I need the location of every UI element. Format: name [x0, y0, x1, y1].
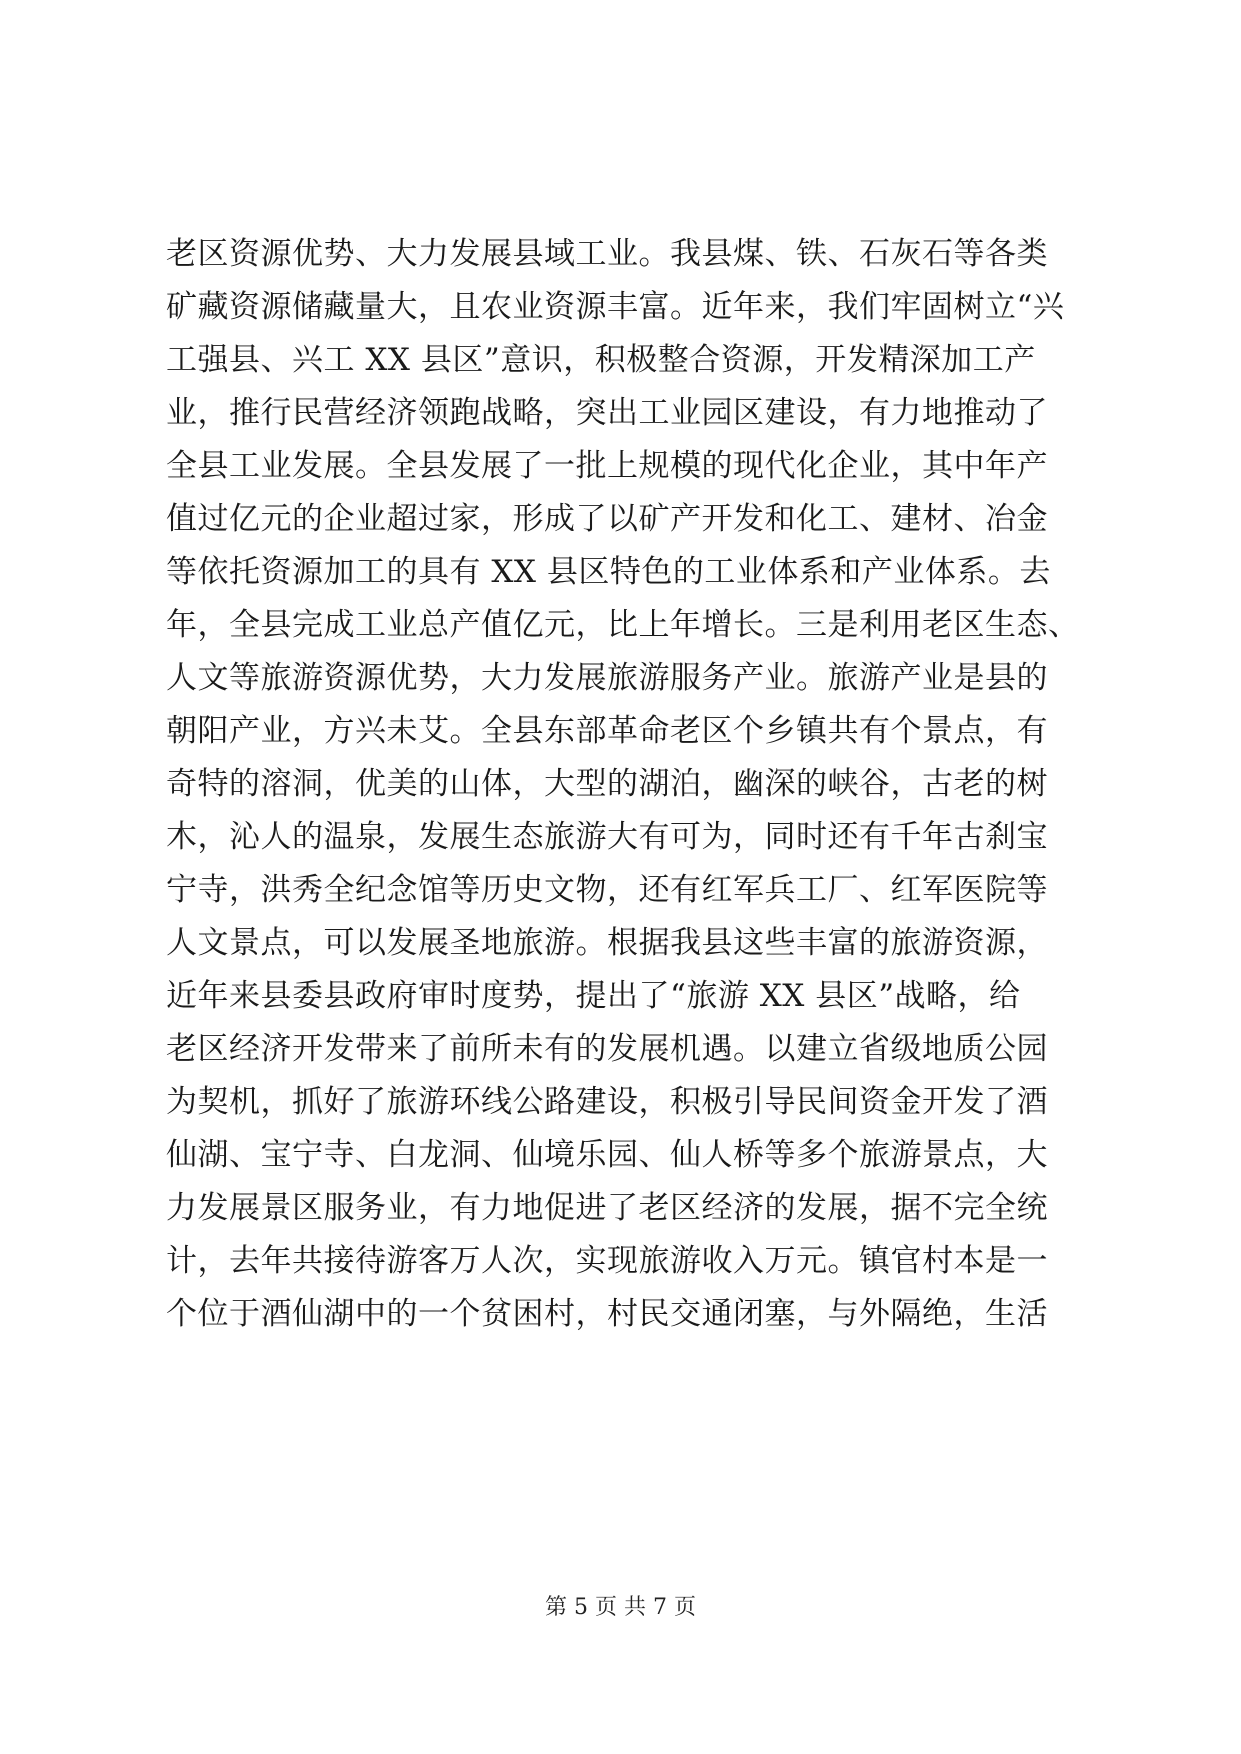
text-line: 朝阳产业，方兴未艾。全县东部革命老区个乡镇共有个景点，有: [166, 713, 1048, 749]
text-line: 工强县、兴工 XX 县区”意识，积极整合资源，开发精深加工产: [166, 342, 1036, 378]
body-text: [166, 228, 1106, 1341]
text-line: 全县工业发展。全县发展了一批上规模的现代化企业，其中年产: [166, 448, 1048, 484]
text-line: 老区资源优势、大力发展县域工业。我县煤、铁、石灰石等各类: [166, 236, 1048, 272]
text-line: 年，全县完成工业总产值亿元，比上年增长。三是利用老区生态、: [166, 607, 1080, 643]
text-line: 奇特的溶洞，优美的山体，大型的湖泊，幽深的峡谷，古老的树: [166, 766, 1048, 802]
text-line: 宁寺，洪秀全纪念馆等历史文物，还有红军兵工厂、红军医院等: [166, 872, 1048, 908]
text-line: 力发展景区服务业，有力地促进了老区经济的发展，据不完全统: [166, 1190, 1048, 1226]
text-line: 为契机，抓好了旅游环线公路建设，积极引导民间资金开发了酒: [166, 1084, 1048, 1120]
text-line: 计，去年共接待游客万人次，实现旅游收入万元。镇官村本是一: [166, 1243, 1048, 1279]
text-line: 业，推行民营经济领跑战略，突出工业园区建设，有力地推动了: [166, 395, 1048, 431]
text-line: 矿藏资源储藏量大，且农业资源丰富。近年来，我们牢固树立“兴: [166, 289, 1065, 325]
text-line: 个位于酒仙湖中的一个贫困村，村民交通闭塞，与外隔绝，生活: [166, 1296, 1048, 1332]
text-line: 值过亿元的企业超过家，形成了以矿产开发和化工、建材、冶金: [166, 501, 1048, 537]
text-line: 人文等旅游资源优势，大力发展旅游服务产业。旅游产业是县的: [166, 660, 1048, 696]
text-line: 木，沁人的温泉，发展生态旅游大有可为，同时还有千年古刹宝: [166, 819, 1048, 855]
text-line: 老区经济开发带来了前所未有的发展机遇。以建立省级地质公园: [166, 1031, 1048, 1067]
text-line: 人文景点，可以发展圣地旅游。根据我县这些丰富的旅游资源，: [166, 925, 1048, 961]
text-line: 近年来县委县政府审时度势，提出了“旅游 XX 县区”战略，给: [166, 978, 1021, 1014]
page-number-footer: 第 5 页 共 7 页: [545, 1595, 696, 1620]
text-line: 等依托资源加工的具有 XX 县区特色的工业体系和产业体系。去: [166, 554, 1051, 590]
text-line: 仙湖、宝宁寺、白龙洞、仙境乐园、仙人桥等多个旅游景点，大: [166, 1137, 1048, 1173]
